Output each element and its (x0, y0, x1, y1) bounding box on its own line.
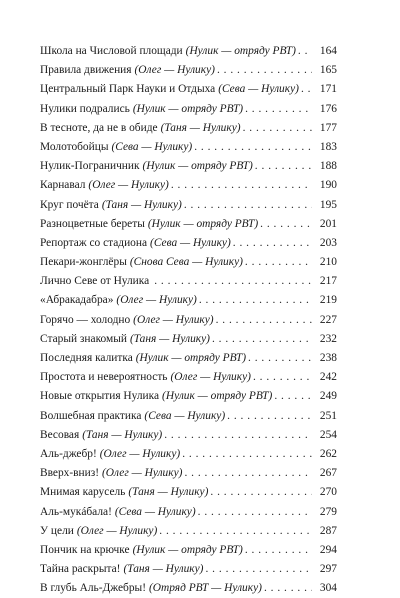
entry-page-number: 188 (319, 160, 337, 173)
entry-author: (Олег — Нулику) (99, 447, 181, 460)
dot-leader (184, 464, 312, 483)
entry-page-number: 195 (319, 198, 337, 211)
toc-entry (40, 560, 337, 579)
entry-page-number: 227 (319, 313, 337, 326)
dot-leader (182, 445, 312, 464)
entry-author: (Таня — Нулику) (123, 563, 204, 576)
entry-page-number: 238 (319, 352, 337, 364)
entry-page-number: 164 (319, 45, 337, 57)
entry-title: В тесноте, да не в обиде (40, 121, 158, 134)
entry-author: (Олег — Нулику) (88, 179, 169, 192)
entry-title: Новые открытия Нулика (40, 390, 160, 403)
toc-entry (40, 234, 337, 253)
toc-entry (40, 330, 337, 349)
entry-title: Нулик-Пограничник (40, 160, 140, 173)
entry-title: В глубь Аль-Джебры! (40, 582, 146, 595)
entry-author: (Сева — Нулику) (150, 236, 231, 249)
dot-leader (154, 272, 312, 291)
entry-title: Аль-мукáбала! (40, 505, 112, 518)
table-of-contents (40, 42, 337, 598)
toc-entry (40, 579, 337, 598)
toc-entry (40, 522, 337, 541)
entry-title: У цели (40, 524, 74, 537)
entry-page-number: 201 (319, 217, 337, 230)
toc-entry (40, 42, 337, 61)
toc-entry (40, 61, 337, 80)
entry-page-number: 219 (319, 294, 337, 307)
entry-author: (Нулик — отряду РВТ) (185, 45, 296, 57)
toc-entry (40, 503, 337, 522)
toc-entry (40, 253, 337, 272)
entry-page-number: 251 (319, 409, 337, 422)
entry-title: Тайна раскрыта! (40, 563, 121, 576)
entry-title: Аль-джебр! (40, 447, 97, 460)
entry-title: Горячо — холодно (40, 313, 131, 326)
entry-author: (Таня — Нулику) (101, 198, 182, 211)
entry-page-number: 294 (319, 543, 337, 556)
entry-page-number: 287 (319, 524, 337, 537)
entry-title: Пекари-жонглёры (40, 256, 127, 269)
dot-leader (194, 138, 312, 157)
dot-leader (205, 560, 312, 579)
entry-page-number: 270 (319, 486, 337, 499)
dot-leader (159, 522, 312, 541)
toc-entry (40, 272, 337, 291)
entry-page-number: 177 (319, 121, 337, 134)
entry-author: (Нулик — отряду РВТ) (142, 160, 253, 173)
entry-title: Пончик на крючке (40, 543, 130, 556)
entry-title: Нулики подрались (40, 102, 130, 115)
entry-author: (Нулик — отряду РВТ) (132, 102, 244, 115)
entry-page-number: 262 (319, 447, 337, 460)
entry-author: (Сева — Нулику) (111, 140, 193, 153)
dot-leader (248, 349, 312, 368)
toc-entry (40, 100, 337, 119)
entry-author: (Отряд РВТ — Нулику) (149, 582, 262, 595)
toc-entry (40, 541, 337, 560)
entry-page-number: 249 (319, 390, 337, 403)
entry-author: (Таня — Нулику) (82, 428, 163, 441)
toc-entry (40, 119, 337, 138)
entry-author: (Нулик — отряду РВТ) (135, 352, 247, 364)
entry-page-number: 232 (319, 332, 337, 345)
entry-title: Волшебная практика (40, 409, 142, 422)
entry-author: (Олег — Нулику) (170, 371, 251, 384)
toc-entry (40, 349, 337, 368)
entry-author: (Нулик — отряду РВТ) (147, 217, 259, 230)
entry-title: Карнавал (40, 179, 86, 192)
dot-leader (210, 483, 312, 502)
dot-leader (212, 330, 312, 349)
toc-entry (40, 483, 337, 502)
toc-entry (40, 311, 337, 330)
dot-leader (255, 157, 312, 176)
dot-leader (260, 215, 312, 234)
entry-title: Весовая (40, 428, 80, 441)
toc-entry (40, 80, 337, 99)
entry-author: (Олег — Нулику) (134, 64, 215, 77)
toc-entry (40, 387, 337, 406)
entry-title: Простота и невероятность (40, 371, 168, 384)
dot-leader (245, 100, 312, 119)
entry-page-number: 279 (319, 505, 337, 518)
entry-title: Лично Севе от Нулика (40, 275, 150, 288)
entry-author: (Олег — Нулику) (76, 524, 158, 537)
entry-title: Мнимая карусель (40, 486, 126, 499)
entry-author: (Сева — Нулику) (144, 409, 226, 422)
toc-entry (40, 138, 337, 157)
dot-leader (245, 253, 312, 272)
entry-title: Молотобойцы (40, 140, 109, 153)
toc-entry (40, 291, 337, 310)
entry-page-number: 217 (319, 275, 337, 288)
entry-author: (Таня — Нулику) (129, 332, 210, 345)
dot-leader (171, 176, 312, 195)
entry-page-number: 171 (319, 83, 337, 96)
entry-title: Школа на Числовой площади (40, 45, 183, 57)
entry-author: (Таня — Нулику) (128, 486, 209, 499)
toc-entry (40, 215, 337, 234)
entry-author: (Олег — Нулику) (116, 294, 197, 307)
dot-leader (216, 311, 312, 330)
entry-title: Старый знакомый (40, 332, 127, 345)
entry-page-number: 165 (319, 64, 337, 77)
entry-title: Круг почёта (40, 198, 99, 211)
dot-leader (298, 42, 312, 61)
toc-entry (40, 368, 337, 387)
dot-leader (233, 234, 312, 253)
entry-page-number: 304 (319, 582, 337, 595)
dot-leader (301, 80, 312, 99)
entry-page-number: 242 (319, 371, 337, 384)
dot-leader (199, 291, 312, 310)
entry-title: Последняя калитка (40, 352, 133, 364)
toc-entry (40, 157, 337, 176)
dot-leader (245, 541, 312, 560)
entry-title: Центральный Парк Науки и Отдыха (40, 83, 216, 96)
dot-leader (243, 119, 312, 138)
toc-entry (40, 426, 337, 445)
toc-entry (40, 407, 337, 426)
dot-leader (217, 61, 312, 80)
dot-leader (198, 503, 312, 522)
entry-author: (Нулик — отряду РВТ) (132, 543, 243, 556)
entry-author: (Нулик — отряду РВТ) (162, 390, 273, 403)
toc-entry (40, 176, 337, 195)
entry-title: Вверх-вниз! (40, 467, 100, 480)
entry-author: (Олег — Нулику) (102, 467, 183, 480)
entry-author: (Таня — Нулику) (160, 121, 241, 134)
toc-entry (40, 196, 337, 215)
entry-author: (Олег — Нулику) (133, 313, 214, 326)
dot-leader (164, 426, 312, 445)
entry-title: Репортаж со стадиона (40, 236, 148, 249)
dot-leader (227, 407, 312, 426)
toc-entry (40, 445, 337, 464)
entry-page-number: 183 (319, 140, 337, 153)
entry-title: Разноцветные береты (40, 217, 145, 230)
toc-entry (40, 464, 337, 483)
dot-leader (274, 387, 312, 406)
entry-author: (Сева — Нулику) (218, 83, 299, 96)
dot-leader (264, 579, 312, 598)
entry-page-number: 297 (319, 563, 337, 576)
entry-page-number: 176 (319, 102, 337, 115)
entry-page-number: 254 (319, 428, 337, 441)
entry-title: «Абракадабра» (40, 294, 114, 307)
entry-page-number: 210 (319, 256, 337, 269)
entry-title: Правила движения (40, 64, 132, 77)
entry-page-number: 267 (319, 467, 337, 480)
entry-author: (Сева — Нулику) (114, 505, 196, 518)
entry-page-number: 190 (319, 179, 337, 192)
entry-page-number: 203 (319, 236, 337, 249)
dot-leader (184, 196, 312, 215)
dot-leader (253, 368, 312, 387)
entry-author: (Снова Сева — Нулику) (129, 256, 243, 269)
